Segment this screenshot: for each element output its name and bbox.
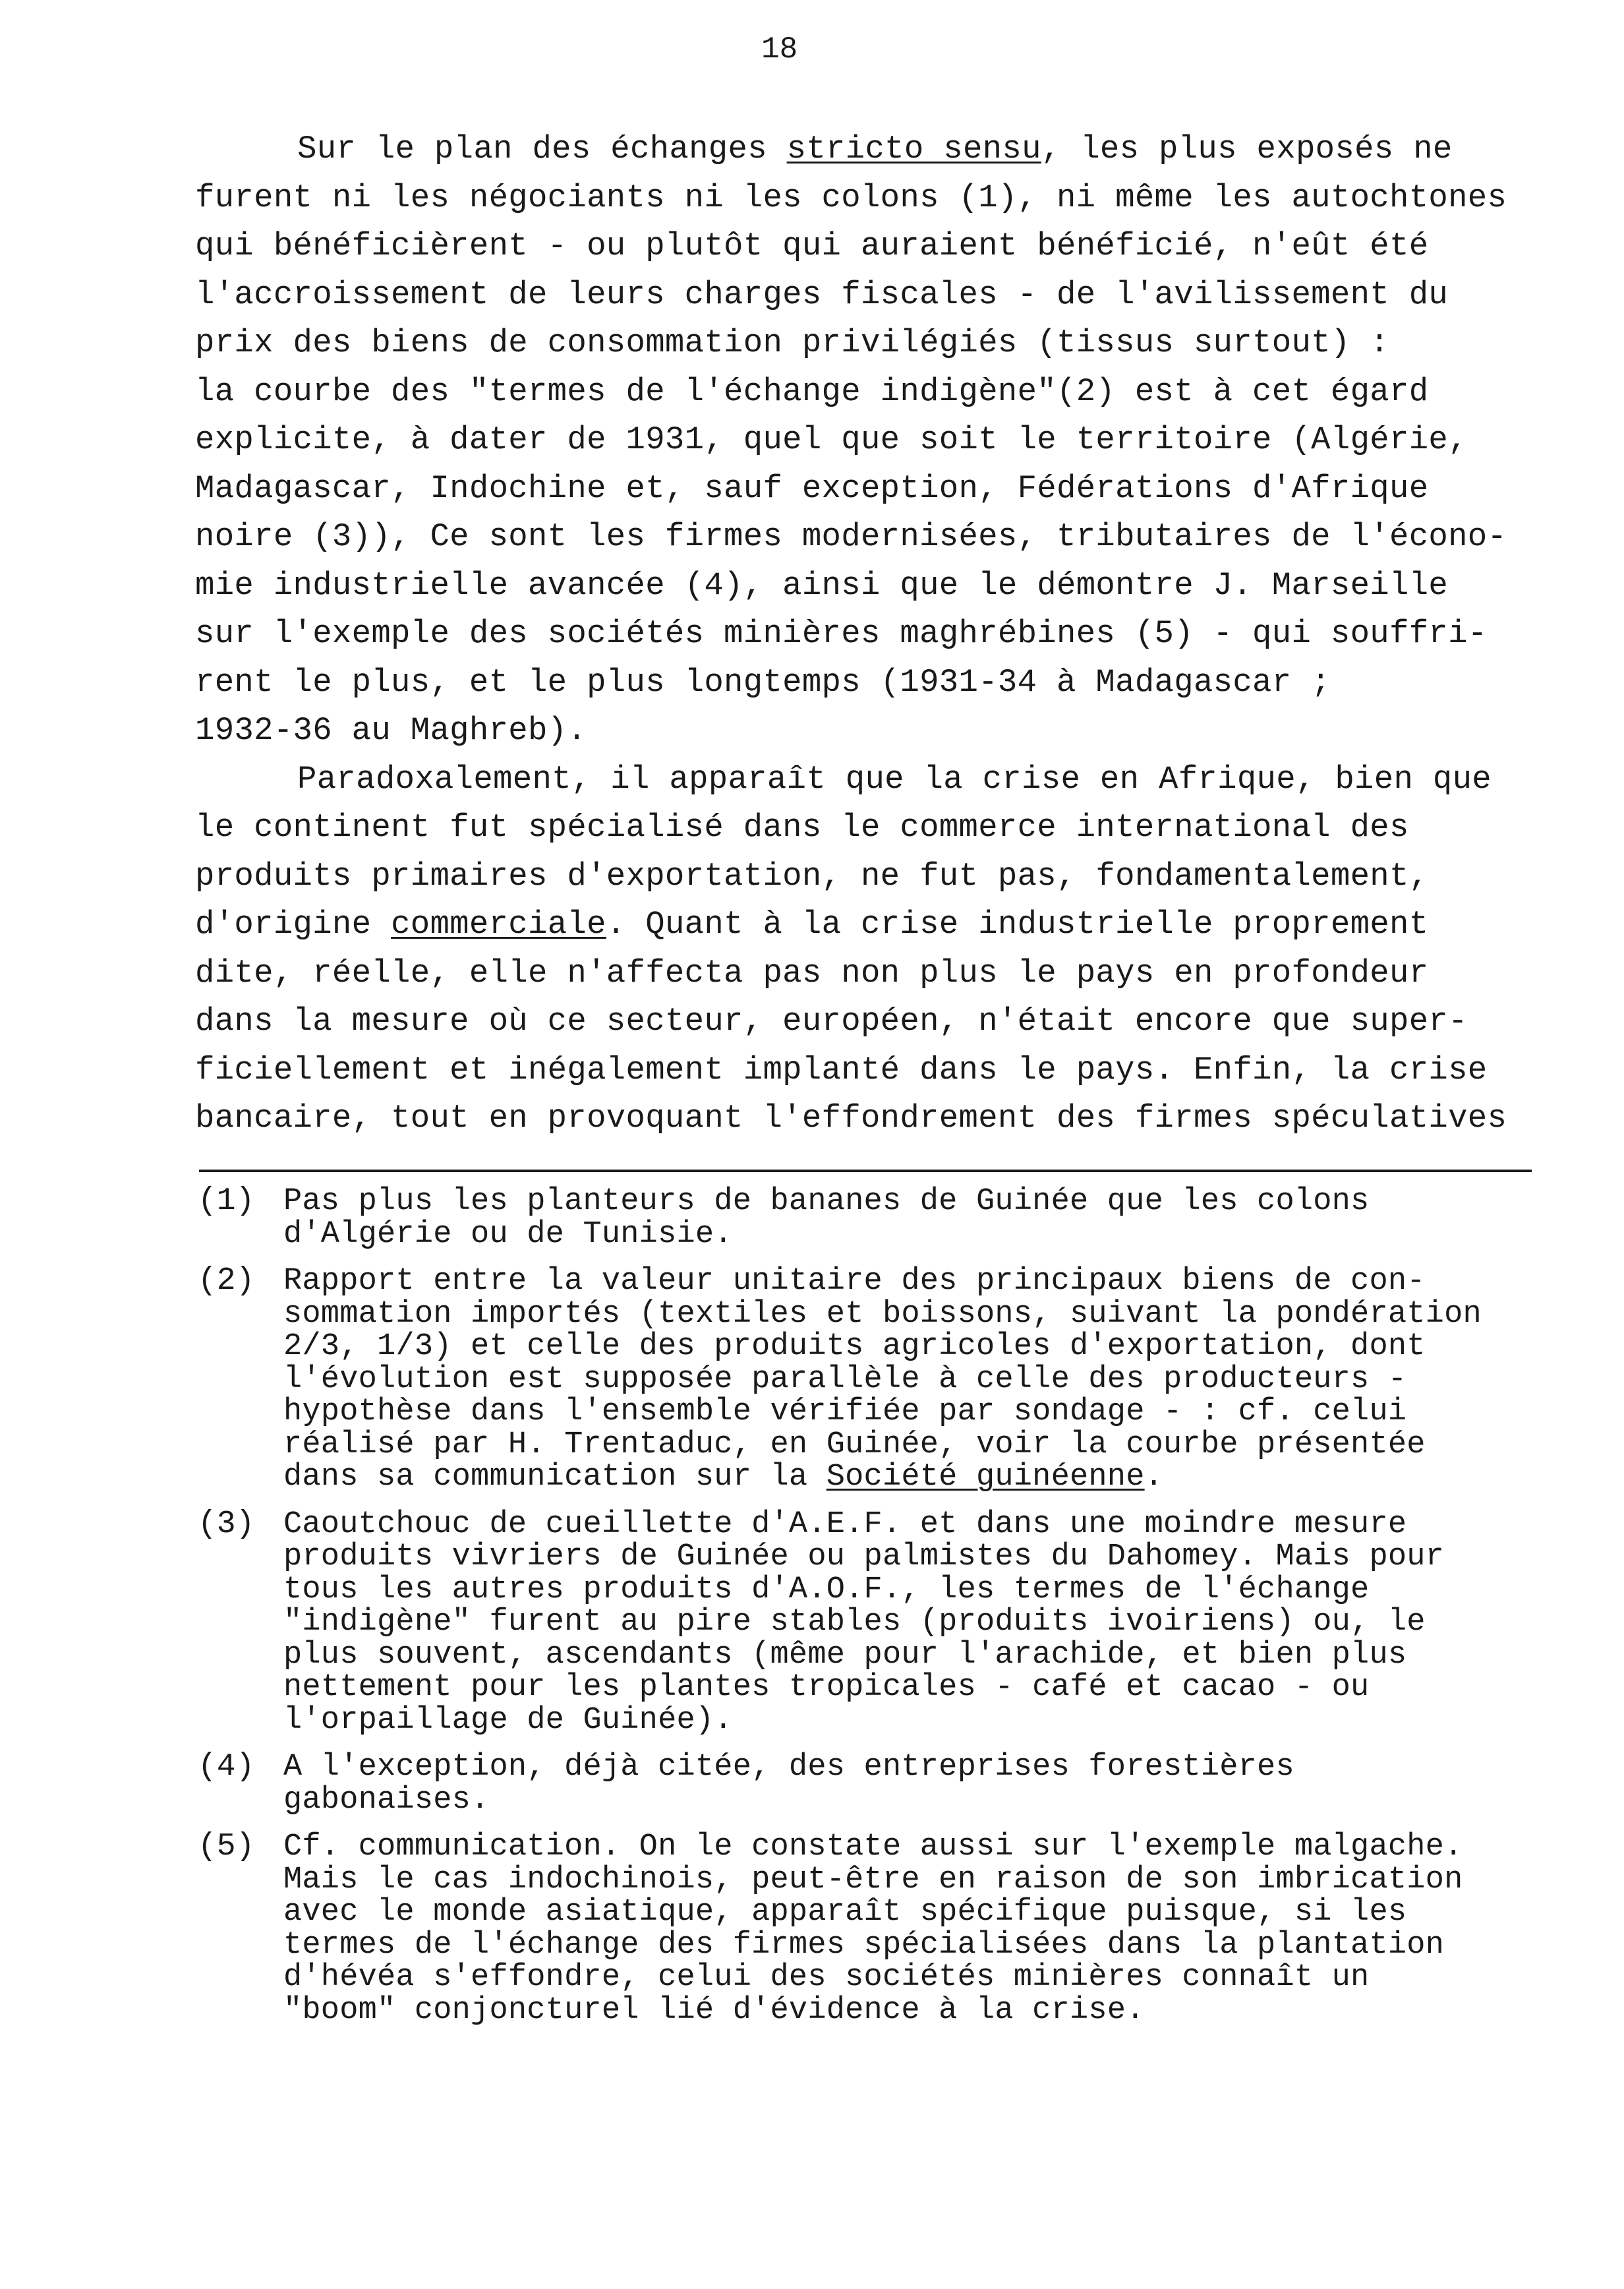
- text-line: dite, réelle, elle n'affecta pas non plus le pays en profondeur: [195, 954, 1429, 992]
- text-line: mie industrielle avancée (4), ainsi que le démontre J. Marseille: [195, 566, 1449, 604]
- underlined-term: Société guinéenne: [826, 1460, 1145, 1495]
- footnote-line: "indigène" furent au pire stables (produits ivoiriens) ou, le: [283, 1605, 1426, 1640]
- footnote-number: (1): [198, 1183, 255, 1219]
- footnote-line: produits vivriers de Guinée ou palmistes du Dahomey. Mais pour: [283, 1539, 1445, 1574]
- text-segment: . Quant à la crise industrielle proprement: [606, 906, 1429, 943]
- text-line: ficiellement et inégalement implanté dans le pays. Enfin, la crise: [195, 1051, 1488, 1088]
- text-segment: Sur le plan des échanges: [297, 131, 787, 167]
- footnote-line: 2/3, 1/3) et celle des produits agricoles d'exportation, dont: [283, 1329, 1426, 1364]
- footnote-body: [283, 1831, 1602, 2027]
- text-line: produits primaires d'exportation, ne fut pas, fondamentalement,: [195, 857, 1429, 895]
- footnote-line: d'Algérie ou de Tunisie.: [283, 1216, 733, 1252]
- text-line: bancaire, tout en provoquant l'effondrement des firmes spéculatives: [195, 1100, 1507, 1137]
- footnote-line: Rapport entre la valeur unitaire des principaux biens de con-: [283, 1264, 1426, 1299]
- footnote-1: [198, 1185, 1602, 1251]
- footnote-line: nettement pour les plantes tropicales - café et cacao - ou: [283, 1670, 1370, 1705]
- footnote-body: [283, 1265, 1602, 1494]
- footnote-line: avec le monde asiatique, apparaît spécifique puisque, si les: [283, 1895, 1407, 1930]
- text-line: sur l'exemple des sociétés minières maghrébines (5) - qui souffri-: [195, 615, 1488, 652]
- footnote-3: [198, 1508, 1602, 1737]
- footnote-separator: [199, 1170, 1532, 1172]
- footnote-number: (5): [198, 1829, 255, 1864]
- footnote-line: gabonaises.: [283, 1782, 490, 1818]
- footnote-4: [198, 1751, 1602, 1816]
- footnote-line: l'évolution est supposée parallèle à celle des producteurs -: [283, 1361, 1407, 1397]
- footnote-line: réalisé par H. Trentaduc, en Guinée, voir la courbe présentée: [283, 1427, 1426, 1462]
- footnote-line: [283, 1461, 1602, 1494]
- text-line: Paradoxalement, il apparaît que la crise en Afrique, bien que: [297, 760, 1492, 798]
- text-line: 1932-36 au Maghreb).: [195, 712, 587, 749]
- text-line: Madagascar, Indochine et, sauf exception, Fédérations d'Afrique: [195, 469, 1429, 507]
- text-line: prix des biens de consommation privilégiés (tissus surtout) :: [195, 324, 1389, 361]
- footnote-line: Cf. communication. On le constate aussi sur l'exemple malgache.: [283, 1829, 1463, 1864]
- text-line: noire (3)), Ce sont les firmes modernisées, tributaires de l'écono-: [195, 518, 1507, 555]
- text-line: explicite, à dater de 1931, quel que soit le territoire (Algérie,: [195, 421, 1468, 458]
- text-segment: dans sa communication sur la: [283, 1460, 826, 1495]
- text-line: le continent fut spécialisé dans le commerce international des: [195, 809, 1409, 846]
- footnote-line: d'hévéa s'effondre, celui des sociétés minières connaît un: [283, 1960, 1370, 1995]
- footnote-line: sommation importés (textiles et boissons, suivant la pondération: [283, 1296, 1482, 1332]
- footnote-line: plus souvent, ascendants (même pour l'arachide, et bien plus: [283, 1637, 1407, 1673]
- underlined-term: stricto sensu: [786, 131, 1041, 167]
- footnotes: [198, 1185, 1602, 2041]
- underlined-term: commerciale: [391, 906, 606, 943]
- text-line: [195, 125, 1586, 174]
- text-line: rent le plus, et le plus longtemps (1931-34 à Madagascar ;: [195, 663, 1331, 701]
- footnote-line: Mais le cas indochinois, peut-être en raison de son imbrication: [283, 1862, 1463, 1897]
- footnote-line: termes de l'échange des firmes spécialisées dans la plantation: [283, 1927, 1445, 1963]
- text-line: dans la mesure où ce secteur, européen, n'était encore que super-: [195, 1003, 1468, 1040]
- footnote-line: hypothèse dans l'ensemble vérifiée par sondage - : cf. celui: [283, 1394, 1407, 1429]
- text-line: la courbe des "termes de l'échange indigène"(2) est à cet égard: [195, 372, 1429, 410]
- text-line: qui bénéficièrent - ou plutôt qui auraient bénéficié, n'eût été: [195, 227, 1429, 264]
- text-line: furent ni les négociants ni les colons (1), ni même les autochtones: [195, 179, 1507, 216]
- body-text: [195, 125, 1586, 1143]
- footnote-2: [198, 1265, 1602, 1494]
- footnote-line: l'orpaillage de Guinée).: [283, 1702, 733, 1738]
- footnote-line: Caoutchouc de cueillette d'A.E.F. et dans une moindre mesure: [283, 1506, 1407, 1542]
- footnote-line: "boom" conjoncturel lié d'évidence à la crise.: [283, 1992, 1145, 2028]
- footnote-line: tous les autres produits d'A.O.F., les termes de l'échange: [283, 1572, 1370, 1607]
- text-segment: , les plus exposés ne: [1041, 131, 1453, 167]
- footnote-body: [283, 1751, 1602, 1816]
- text-line: l'accroissement de leurs charges fiscales - de l'avilissement du: [195, 276, 1449, 313]
- text-segment: d'origine: [195, 906, 392, 943]
- text-segment: .: [1144, 1460, 1164, 1495]
- page-number: 18: [761, 32, 798, 67]
- footnote-number: (4): [198, 1749, 255, 1785]
- footnote-number: (2): [198, 1263, 255, 1299]
- text-line: [195, 901, 1586, 949]
- footnote-body: [283, 1508, 1602, 1737]
- footnote-body: [283, 1185, 1602, 1251]
- footnote-line: A l'exception, déjà citée, des entreprises forestières: [283, 1750, 1294, 1785]
- footnote-number: (3): [198, 1506, 255, 1542]
- footnote-line: Pas plus les planteurs de bananes de Guinée que les colons: [283, 1184, 1370, 1219]
- footnote-5: [198, 1831, 1602, 2027]
